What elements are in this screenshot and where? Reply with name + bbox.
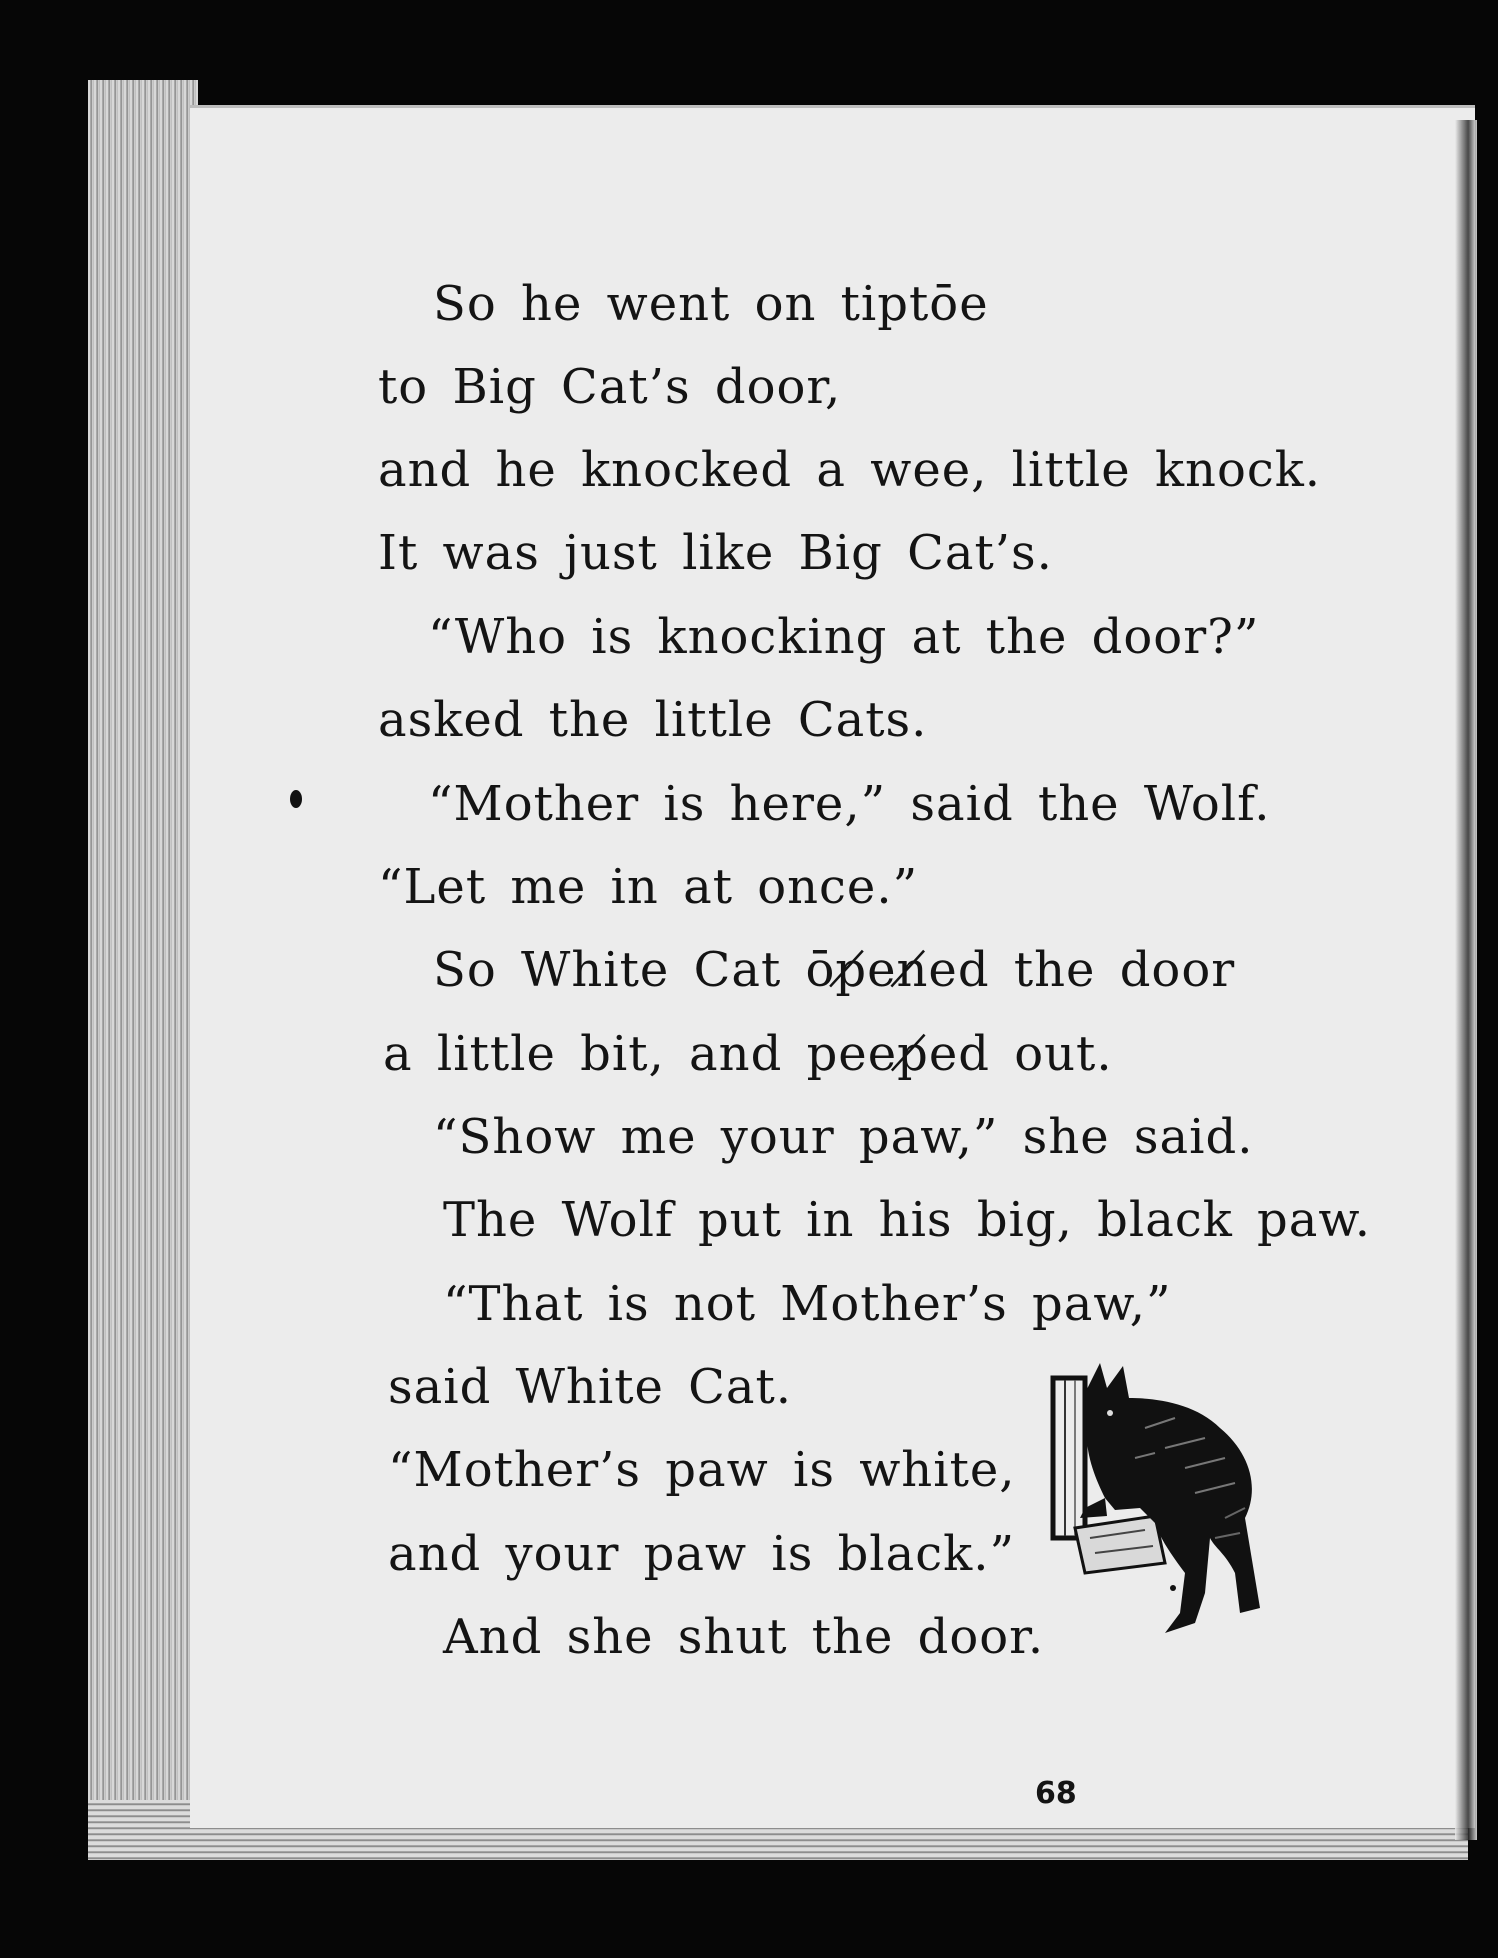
- book-page: [190, 105, 1475, 1828]
- text-line: to Big Cat’s door,: [378, 359, 842, 415]
- text-line: “Let me in at once.”: [378, 859, 919, 915]
- text-line: said White Cat.: [388, 1359, 793, 1415]
- text-line: “Who is knocking at the door?”: [428, 609, 1260, 665]
- text-line: and your paw is black.”: [388, 1526, 1016, 1582]
- text-line: “That is not Mother’s paw,”: [443, 1276, 1172, 1332]
- text-line: and he knocked a wee, little knock.: [378, 442, 1322, 498]
- wolf-at-door-icon: [1045, 1358, 1295, 1643]
- text-line: And she shut the door.: [443, 1609, 1045, 1665]
- text-line: So White Cat ōp̸en̸ed the door: [433, 942, 1236, 998]
- text-line: asked the little Cats.: [378, 692, 928, 748]
- page-fold-shadow: [1455, 120, 1477, 1840]
- text-line: The Wolf put in his big, black paw.: [443, 1192, 1372, 1248]
- text-line: “Mother is here,” said the Wolf.: [428, 776, 1271, 832]
- text-line: “Mother’s paw is white,: [388, 1442, 1016, 1498]
- text-line: It was just like Big Cat’s.: [378, 525, 1053, 581]
- page-number: 68: [1035, 1776, 1077, 1811]
- text-line: a little bit, and peep̸ed out.: [383, 1026, 1113, 1082]
- page-edges-left: [88, 80, 198, 1850]
- text-line: “Show me your paw,” she said.: [433, 1109, 1254, 1165]
- text-line: So he went on tiptōe: [433, 276, 989, 332]
